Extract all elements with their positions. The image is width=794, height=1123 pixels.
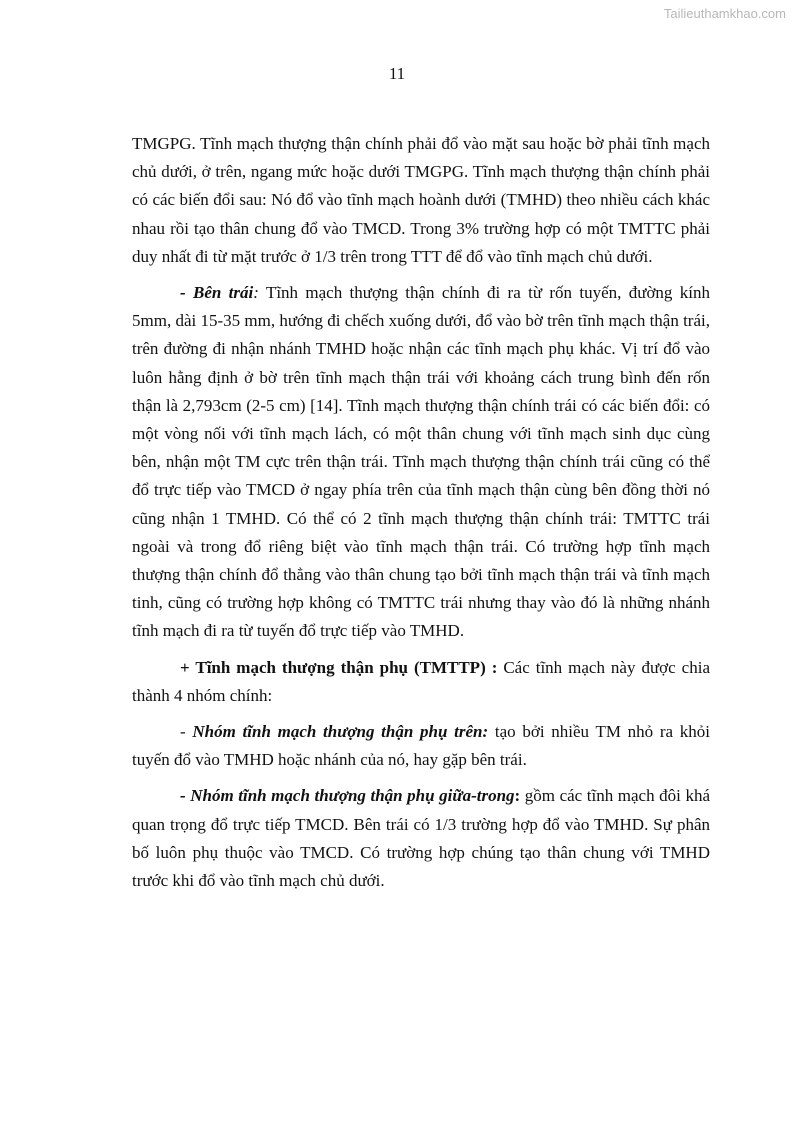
paragraph-left-side: [132, 279, 710, 646]
paragraph-accessory-veins: [132, 654, 710, 710]
document-body: [132, 130, 710, 903]
middle-group-text: gồm các tĩnh mạch đôi khá quan trọng đổ trực tiếp TMCD. Bên trái có 1/3 trường hợp đổ vào TMHD. Sự phân bố luôn phụ thuộc vào TMCD. Có trường hợp chúng tạo thân chung với TMHD trước khi đổ vào tĩnh mạch chủ dưới.: [132, 786, 711, 891]
watermark: Tailieuthamkhao.com: [663, 6, 786, 21]
upper-group-label: Nhóm tĩnh mạch thượng thận phụ trên:: [192, 722, 489, 742]
paragraph-right-veins: TMGPG. Tĩnh mạch thượng thận chính phải đổ vào mặt sau hoặc bờ phải tĩnh mạch chủ dưới, ở trên, ngang mức hoặc dưới TMGPG. Tĩnh mạch thượng thận chính phải có các biến đổi sau: Nó đổ vào tĩnh mạch hoành dưới (TMHD) theo nhiều cách khác nhau rồi tạo thân chung đổ vào TMCD. Trong 3% trường hợp có một TMTTC phải duy nhất đi từ mặt trước ở 1/3 trên trong TTT để đổ vào tĩnh mạch chủ dưới.: [132, 134, 710, 266]
middle-group-label: - Nhóm tĩnh mạch thượng thận phụ giữa-trong: [180, 786, 515, 806]
paragraph-middle-group: [132, 782, 710, 895]
upper-group-prefix: -: [180, 722, 193, 742]
accessory-veins-text: Các tĩnh mạch này được chia thành 4 nhóm chính:: [132, 657, 710, 705]
middle-group-colon: :: [514, 786, 521, 806]
left-side-label: - Bên trái: [180, 283, 254, 303]
paragraph-upper-group: [132, 718, 710, 774]
page-number: 11: [388, 64, 406, 83]
left-side-text: Tĩnh mạch thượng thận chính đi ra từ rốn tuyến, đường kính 5mm, dài 15-35 mm, hướng đi chếch xuống dưới, đổ vào bờ trên tĩnh mạch thận trái, trên đường đi nhận nhánh TMHD hoặc nhận các tĩnh mạch phụ khác. Vị trí đổ vào luôn hằng định ở bờ trên tĩnh mạch thận trái với khoảng cách trung bình đến rốn thận là 2,793cm (2-5 cm) [14]. Tĩnh mạch thượng thận chính trái có các biến đổi: có một vòng nối với tĩnh mạch lách, có một thân chung với tĩnh mạch sinh dục cùng bên, nhận một TM cực trên thận trái. Tĩnh mạch thượng thận chính trái cũng có thể đổ trực tiếp vào TMCD ở ngay phía trên của tĩnh mạch thận cùng bên đồng thời nó cũng nhận 1 TMHD. Có thể có 2 tĩnh mạch thượng thận chính trái: TMTTC trái ngoài và trong đổ riêng biệt vào tĩnh mạch thận trái. Có trường hợp tĩnh mạch thượng thận chính đổ thẳng vào thân chung tạo bởi tĩnh mạch thận trái và tĩnh mạch tinh, cũng có trường hợp không có TMTTC trái nhưng thay vào đó là những nhánh tĩnh mạch đi ra từ tuyến đổ trực tiếp vào TMHD.: [132, 283, 710, 641]
accessory-veins-label: + Tĩnh mạch thượng thận phụ (TMTTP) :: [180, 657, 498, 677]
upper-group-text: tạo bởi nhiều TM nhỏ ra khỏi tuyến đổ vào TMHD hoặc nhánh của nó, hay gặp bên trái.: [132, 722, 710, 770]
left-side-colon: :: [253, 283, 259, 303]
